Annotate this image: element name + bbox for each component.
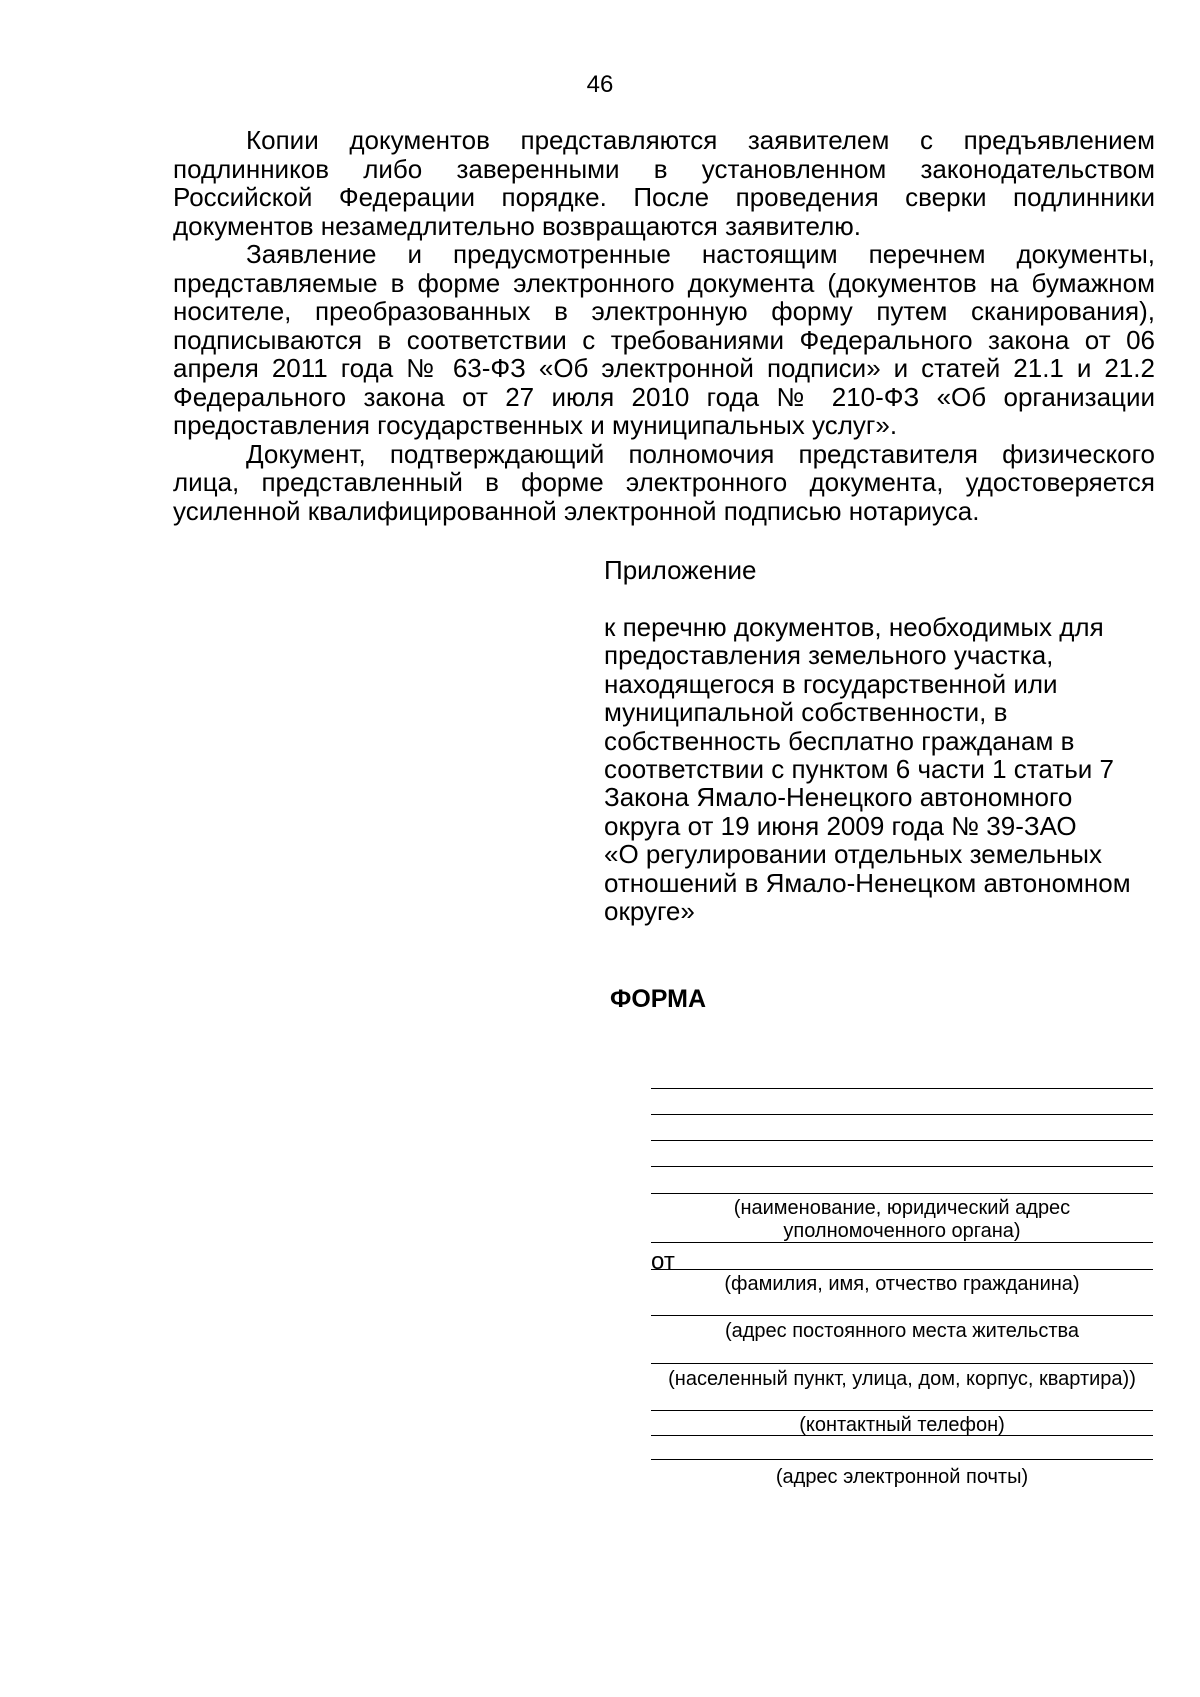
name-caption: (фамилия, имя, отчество гражданина) (724, 1273, 1080, 1295)
appendix-line: находящегося в государственной или (604, 668, 1058, 699)
appendix-line: собственность бесплатно гражданам в (604, 725, 1075, 756)
phone-field-line (651, 1410, 1153, 1411)
form-title: ФОРМА (610, 985, 707, 1013)
paragraph-electronic-signature: Заявление и предусмотренные настоящим перечнем документы, представляемые в форме электронного документа (документов на бумажном носителе, преобразованных в электронную форму путем сканирования), подписываются в соответствии с требованиями Федерального закона от 06 апреля 2011 года № 63-ФЗ «Об электронной подписи» и статей 21.1 и 21.2 Федерального закона от 27 июля 2010 года № 210-ФЗ «Об организации предоставления государственных и муниципальных услуг». (173, 239, 1155, 440)
address-detail-field-line (651, 1363, 1153, 1364)
name-field-line (651, 1269, 1153, 1270)
address-field-line (651, 1315, 1153, 1316)
phone-caption-underline (651, 1435, 1153, 1436)
org-field-line-4 (651, 1166, 1153, 1167)
appendix-line: округе» (604, 896, 695, 927)
appendix-line: к перечню документов, необходимых для (604, 612, 1104, 642)
paragraph-notary: Документ, подтверждающий полномочия представителя физического лица, представленный в форме электронного документа, удостоверяется усиленной квалифицированной электронной подписью нотариуса. (173, 438, 1155, 526)
address-caption: (адрес постоянного места жительства (724, 1320, 1080, 1342)
org-caption-underline (651, 1242, 1153, 1243)
email-caption: (адрес электронной почты) (775, 1466, 1029, 1488)
appendix-title: Приложение (604, 555, 757, 585)
appendix-line: отношений в Ямало-Ненецком автономном (604, 867, 1131, 898)
org-field-line-5 (651, 1193, 1153, 1194)
appendix-line: Закона Ямало-Ненецкого автономного (604, 782, 1073, 813)
from-label: от (651, 1248, 675, 1275)
appendix-line: округа от 19 июня 2009 года № 39-ЗАО (604, 810, 1077, 841)
main-text (173, 126, 1155, 525)
org-field-line-3 (651, 1140, 1153, 1141)
appendix-line: муниципальной собственности, в (604, 697, 1008, 728)
org-caption-line-1: (наименование, юридический адрес (733, 1197, 1071, 1219)
appendix-line: предоставления земельного участка, (604, 640, 1054, 671)
org-field-line-2 (651, 1114, 1153, 1115)
address-detail-caption: (населенный пункт, улица, дом, корпус, квартира)) (668, 1368, 1136, 1390)
org-field-line-1 (651, 1088, 1153, 1089)
phone-caption: (контактный телефон) (799, 1414, 1005, 1436)
appendix-reference (604, 613, 1164, 925)
org-caption-line-2: уполномоченного органа) (783, 1220, 1021, 1242)
paragraph-copies: Копии документов представляются заявителем с предъявлением подлинников либо заверенными в установленном законодательством Российской Федерации порядке. После проведения сверки подлинники документов незамедлительно возвращаются заявителю. (173, 125, 1155, 241)
appendix-line: «О регулировании отдельных земельных (604, 839, 1102, 870)
appendix-line: соответствии с пунктом 6 части 1 статьи 7 (604, 754, 1114, 785)
page-number: 46 (586, 71, 614, 98)
email-field-line (651, 1459, 1153, 1460)
